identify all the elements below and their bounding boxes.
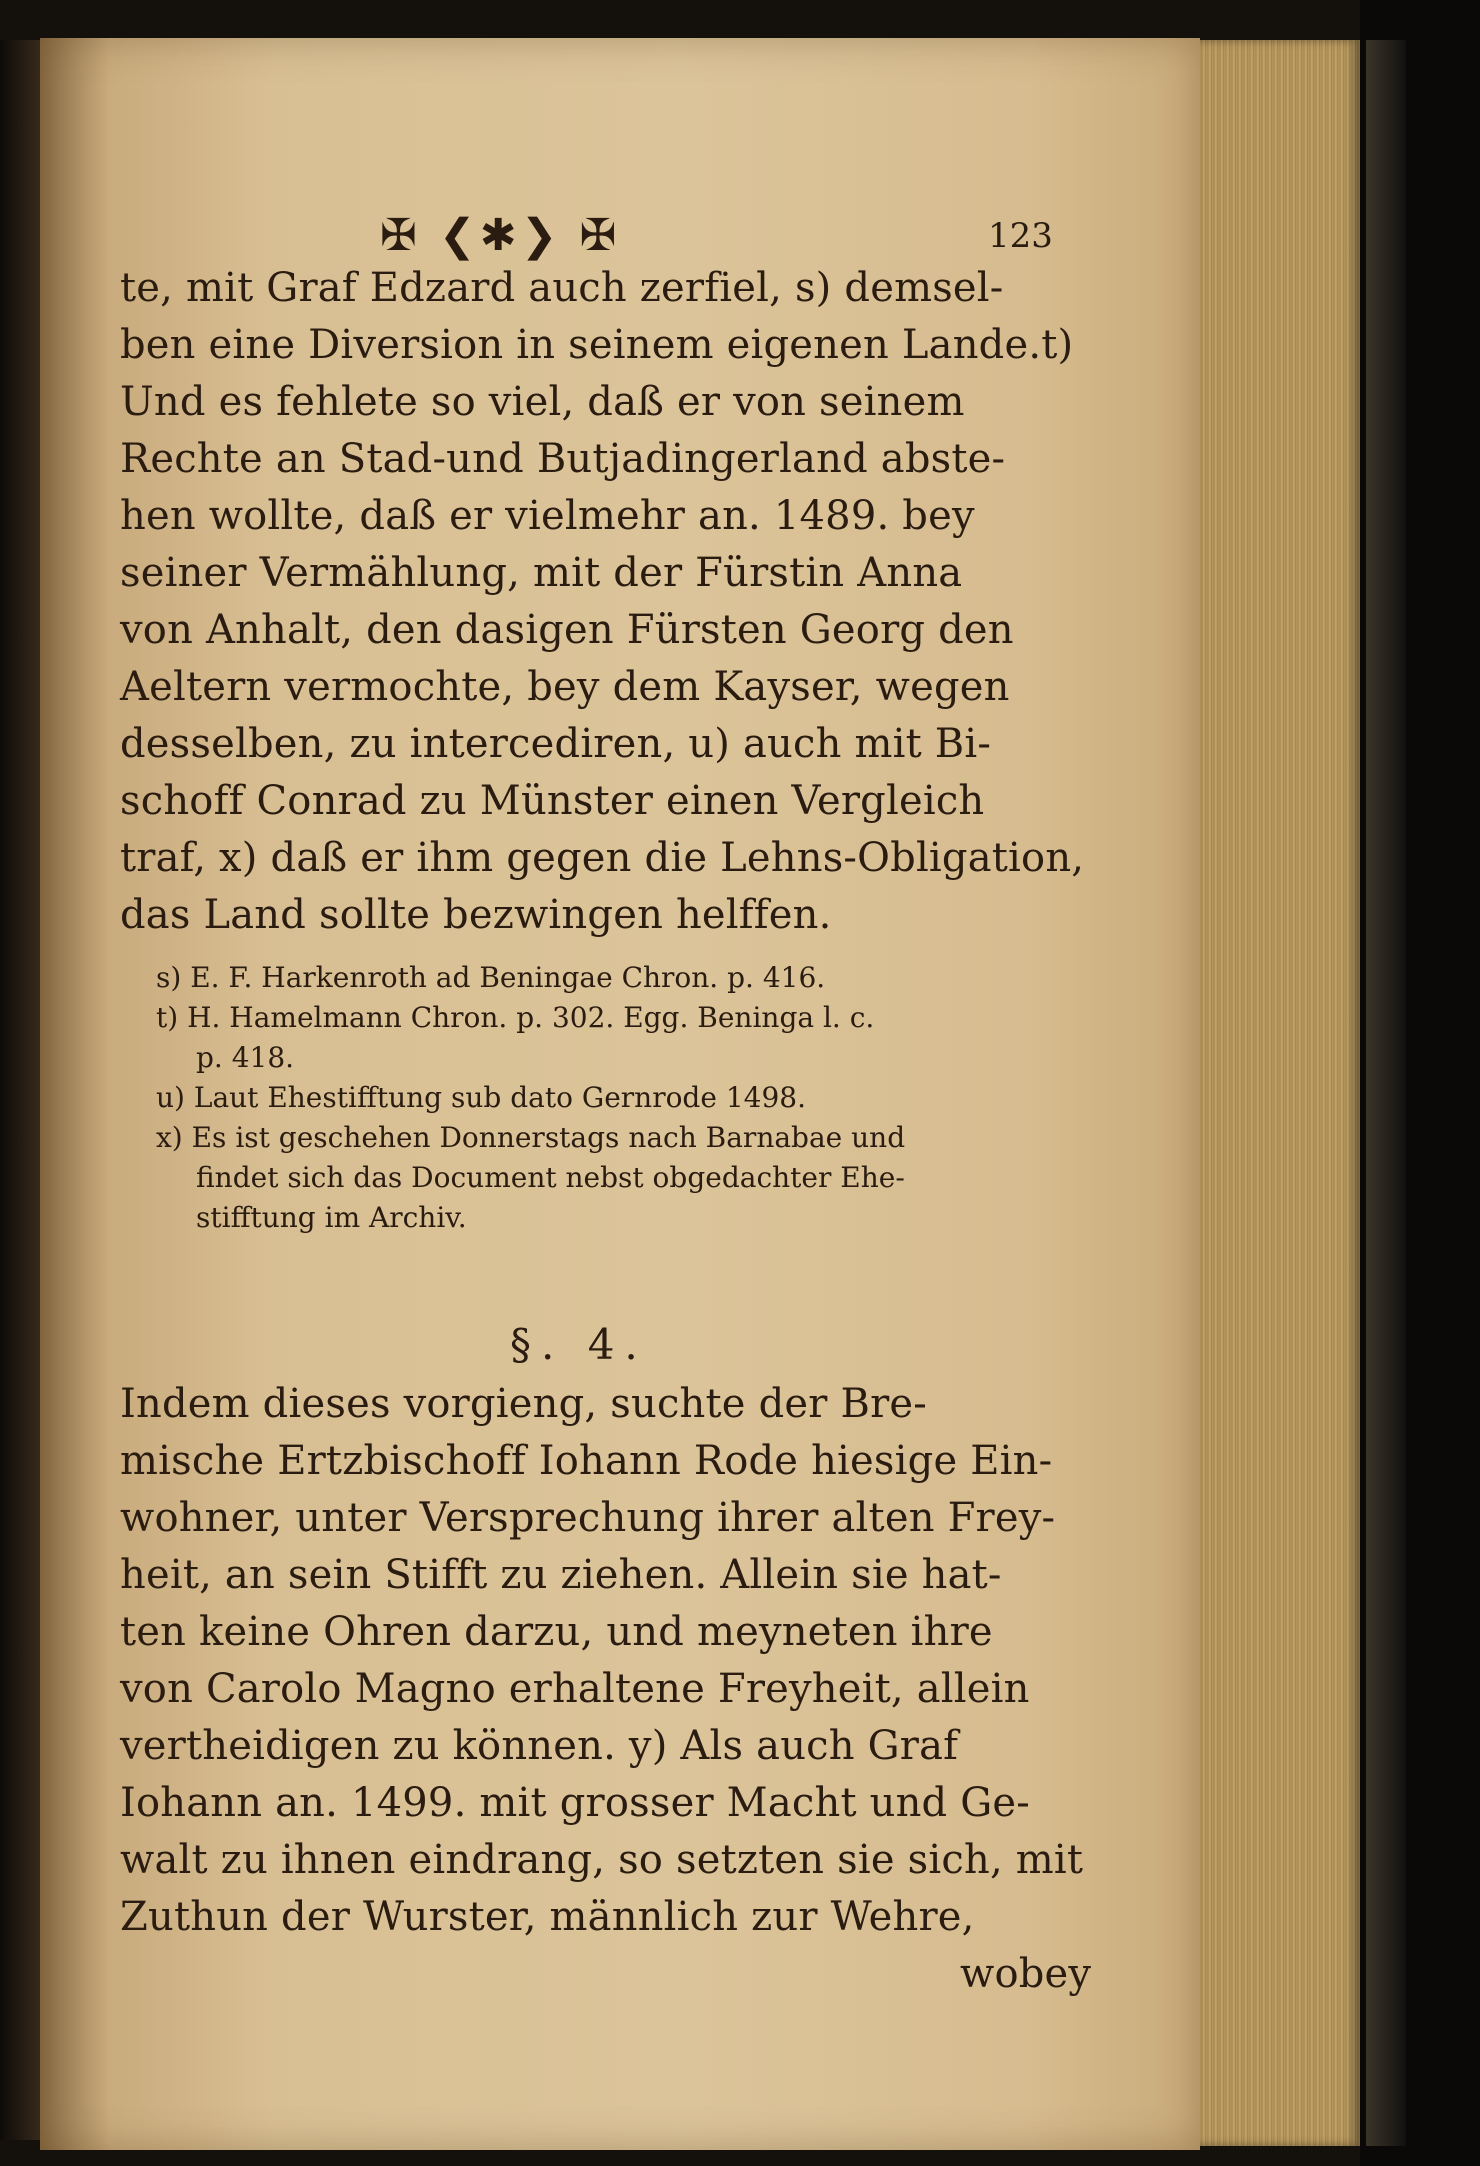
body-line: vertheidigen zu können. y) Als auch Graf	[120, 1723, 959, 1769]
footnote: t) H. Hamelmann Chron. p. 302. Egg. Beninga l. c.	[156, 1001, 875, 1034]
body-line: te, mit Graf Edzard auch zerfiel, s) demsel-	[120, 265, 1004, 311]
body-line: seiner Vermählung, mit der Fürstin Anna	[120, 550, 963, 596]
body-line: Rechte an Stad-und Butjadingerland abste-	[120, 436, 1006, 482]
footnote: findet sich das Document nebst obgedachter Ehe-	[196, 1161, 905, 1194]
body-line: Iohann an. 1499. mit grosser Macht und Ge-	[120, 1780, 1031, 1826]
page-edges	[1200, 40, 1360, 2146]
body-line: Indem dieses vorgieng, suchte der Bre-	[120, 1381, 927, 1427]
header-ornament: ✠ ❮✱❯ ✠	[380, 210, 621, 261]
cover-board	[1366, 40, 1406, 2146]
body-line: desselben, zu intercediren, u) auch mit Bi-	[120, 721, 992, 767]
body-line: schoff Conrad zu Münster einen Vergleich	[120, 778, 985, 824]
catchword: wobey	[960, 1951, 1092, 1997]
body-line: mische Ertzbischoff Iohann Rode hiesige Ein-	[120, 1438, 1053, 1484]
section-heading: §. 4.	[510, 1320, 648, 1369]
body-line: wohner, unter Versprechung ihrer alten Frey-	[120, 1495, 1056, 1541]
footnote: s) E. F. Harkenroth ad Beningae Chron. p. 416.	[156, 961, 826, 994]
body-line: Zuthun der Wurster, männlich zur Wehre,	[120, 1894, 975, 1940]
body-line: heit, an sein Stifft zu ziehen. Allein sie hat-	[120, 1552, 1002, 1598]
body-line: das Land sollte bezwingen helffen.	[120, 892, 832, 938]
body-line: Und es fehlete so viel, daß er von seinem	[120, 379, 965, 425]
footnote: x) Es ist geschehen Donnerstags nach Barnabae und	[156, 1121, 906, 1154]
page-number: 123	[988, 216, 1053, 256]
body-line: ben eine Diversion in seinem eigenen Lande.t)	[120, 322, 1074, 368]
footnote: u) Laut Ehestifftung sub dato Gernrode 1498.	[156, 1081, 806, 1114]
footnote: stifftung im Archiv.	[196, 1201, 467, 1234]
body-line: ten keine Ohren darzu, und meyneten ihre	[120, 1609, 993, 1655]
body-line: walt zu ihnen eindrang, so setzten sie sich, mit	[120, 1837, 1084, 1883]
body-line: Aeltern vermochte, bey dem Kayser, wegen	[120, 664, 1010, 710]
body-line: traf, x) daß er ihm gegen die Lehns-Obligation,	[120, 835, 1085, 881]
footnote: p. 418.	[196, 1041, 295, 1074]
body-line: von Carolo Magno erhaltene Freyheit, allein	[120, 1666, 1030, 1712]
body-line: hen wollte, daß er vielmehr an. 1489. bey	[120, 493, 975, 539]
book-cover-edge	[1360, 0, 1480, 2166]
body-line: von Anhalt, den dasigen Fürsten Georg den	[120, 607, 1014, 653]
book-page	[40, 38, 1200, 2150]
